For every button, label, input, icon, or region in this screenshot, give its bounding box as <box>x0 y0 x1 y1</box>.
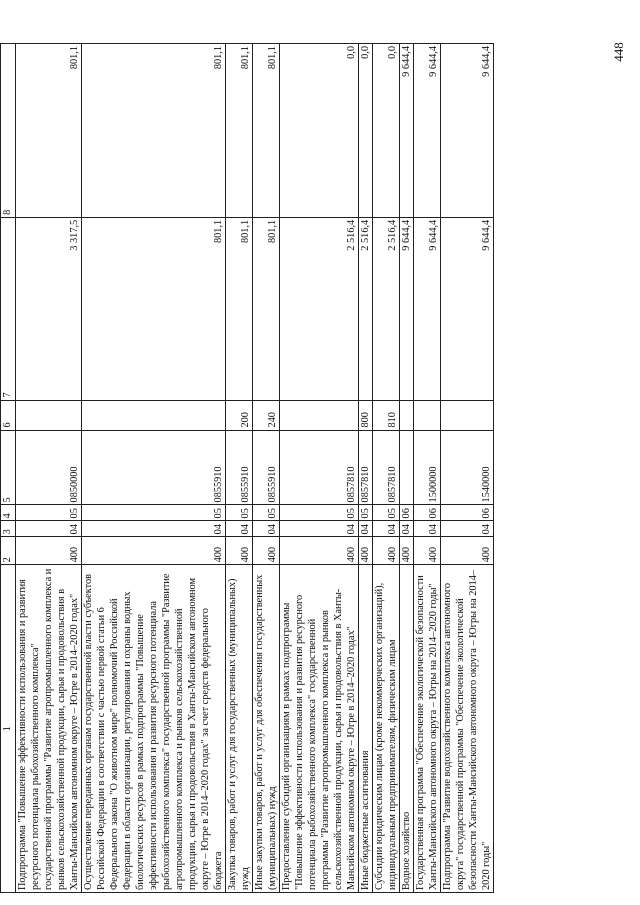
row-amount-year1: 9 644,4 <box>414 217 441 400</box>
row-amount-year1: 801,1 <box>82 217 226 400</box>
row-target-code: 0855910 <box>82 430 226 505</box>
header-cell: 3 <box>1 521 16 537</box>
row-description: Иные бюджетные ассигнования <box>359 565 373 893</box>
row-section: 04 <box>441 521 494 537</box>
table-row <box>253 44 280 893</box>
row-target-code: 1540000 <box>441 430 494 505</box>
header-cell: 5 <box>1 430 16 505</box>
row-amount-year2: 0,0 <box>359 44 373 218</box>
table-row <box>82 44 226 893</box>
row-amount-year1: 801,1 <box>226 217 253 400</box>
row-amount-year2: 0,0 <box>280 44 359 218</box>
row-amount-year2: 9 644,4 <box>414 44 441 218</box>
row-admin-code: 400 <box>414 537 441 565</box>
row-amount-year2: 0,0 <box>373 44 400 218</box>
row-admin-code: 400 <box>253 537 280 565</box>
row-expense-type <box>16 400 82 430</box>
row-description: Иные закупки товаров, работ и услуг для обеспечения государственных (муниципальных) нужд <box>253 565 280 893</box>
row-target-code: 0855910 <box>226 430 253 505</box>
row-amount-year2: 801,1 <box>253 44 280 218</box>
row-subsection: 05 <box>82 505 226 521</box>
header-cell: 4 <box>1 505 16 521</box>
row-section: 04 <box>400 521 414 537</box>
header-cell: 1 <box>1 565 16 893</box>
row-amount-year2: 9 644,4 <box>441 44 494 218</box>
table-row <box>441 44 494 893</box>
header-cell: 8 <box>1 44 16 218</box>
table-row <box>280 44 359 893</box>
row-amount-year2: 801,1 <box>16 44 82 218</box>
row-section: 04 <box>373 521 400 537</box>
table-row <box>359 44 373 893</box>
table-row <box>414 44 441 893</box>
row-section: 04 <box>226 521 253 537</box>
row-section: 04 <box>82 521 226 537</box>
row-admin-code: 400 <box>441 537 494 565</box>
budget-table <box>0 43 494 893</box>
page-number: 448 <box>611 42 626 62</box>
table-header-row <box>1 44 16 893</box>
row-description: Государственная программа "Обеспечение экологической безопасности Ханты-Мансийского автономного округа – Югры на 2014–2020 годы" <box>414 565 441 893</box>
row-description: Подпрограмма "Развитие водохозяйственного комплекса автономного округа" государственной программы "Обеспечение экологической безопасности Ханты-Мансийского автономного округа – Югры на 2014–2020 годы" <box>441 565 494 893</box>
row-subsection: 05 <box>280 505 359 521</box>
row-target-code: 0857810 <box>373 430 400 505</box>
row-expense-type <box>441 400 494 430</box>
row-amount-year2: 801,1 <box>226 44 253 218</box>
row-section: 04 <box>280 521 359 537</box>
row-amount-year1: 3 317,5 <box>16 217 82 400</box>
rotated-page <box>0 43 640 893</box>
row-section: 04 <box>359 521 373 537</box>
row-description: Предоставление субсидий организациям в рамках подпрограммы "Повышение эффективности использования и развития ресурсного потенциала рыбохозяйственного комплекса" государственной программы "Развитие агропромышленного комплекса и рынков сельскохозяйственной продукции, сырья и продовольствия в Ханты-Мансийском автономном округе – Югре в 2014–2020 годах" <box>280 565 359 893</box>
row-target-code: 0857810 <box>280 430 359 505</box>
row-amount-year1: 801,1 <box>253 217 280 400</box>
row-admin-code: 400 <box>373 537 400 565</box>
table-row <box>373 44 400 893</box>
row-target-code: 1500000 <box>414 430 441 505</box>
row-section: 04 <box>16 521 82 537</box>
row-admin-code: 400 <box>82 537 226 565</box>
row-target-code <box>400 430 414 505</box>
row-subsection: 05 <box>226 505 253 521</box>
row-admin-code: 400 <box>280 537 359 565</box>
row-subsection: 06 <box>441 505 494 521</box>
row-expense-type <box>280 400 359 430</box>
row-subsection: 06 <box>400 505 414 521</box>
row-admin-code: 400 <box>16 537 82 565</box>
row-target-code: 0850000 <box>16 430 82 505</box>
row-target-code: 0855910 <box>253 430 280 505</box>
row-description: Закупка товаров, работ и услуг для государственных (муниципальных) нужд <box>226 565 253 893</box>
row-admin-code: 400 <box>359 537 373 565</box>
table-row <box>226 44 253 893</box>
row-description: Подпрограмма "Повышение эффективности использования и развития ресурсного потенциала рыбохозяйственного комплекса" государственной программы "Развитие агропромышленного комплекса и рынков сельскохозяйственной продукции, сырья и продовольствия в Ханты-Мансийском автономном округе – Югре в 2014–2020 годах" <box>16 565 82 893</box>
header-cell: 2 <box>1 537 16 565</box>
row-section: 04 <box>414 521 441 537</box>
row-amount-year1: 9 644,4 <box>400 217 414 400</box>
row-subsection: 05 <box>253 505 280 521</box>
row-description: Субсидии юридическим лицам (кроме некоммерческих организаций), индивидуальным предпринимателям, физическим лицам <box>373 565 400 893</box>
header-cell: 6 <box>1 400 16 430</box>
row-section: 04 <box>253 521 280 537</box>
row-admin-code: 400 <box>400 537 414 565</box>
row-expense-type: 200 <box>226 400 253 430</box>
table-row <box>400 44 414 893</box>
row-expense-type <box>414 400 441 430</box>
row-amount-year1: 2 516,4 <box>373 217 400 400</box>
row-expense-type <box>82 400 226 430</box>
row-target-code: 0857810 <box>359 430 373 505</box>
table-row <box>16 44 82 893</box>
row-subsection: 05 <box>359 505 373 521</box>
row-amount-year2: 801,1 <box>82 44 226 218</box>
header-cell: 7 <box>1 217 16 400</box>
row-expense-type: 240 <box>253 400 280 430</box>
row-admin-code: 400 <box>226 537 253 565</box>
row-description: Осуществление переданных органам государственной власти субъектов Российской Федерации в соответствии с частью первой статьи 6 Федерального закона "О животном мире" полномочий Российской Федерации в области организации, регулирования и охраны водных биологических ресурсов в рамках подпрограммы "Повышение эффективности использования и развития ресурсного потенциала рыбохозяйственного комплекса" государственной программы "Развитие агропромышленного комплекса и рынков сельскохозяйственной продукции, сырья и продовольствия в Ханты-Мансийском автономном округе – Югре в 2014–2020 годах" за счет средств федерального бюджета <box>82 565 226 893</box>
row-amount-year1: 9 644,4 <box>441 217 494 400</box>
row-expense-type: 810 <box>373 400 400 430</box>
row-expense-type <box>400 400 414 430</box>
row-subsection: 05 <box>16 505 82 521</box>
row-description: Водное хозяйство <box>400 565 414 893</box>
row-subsection: 06 <box>414 505 441 521</box>
row-expense-type: 800 <box>359 400 373 430</box>
row-subsection: 05 <box>373 505 400 521</box>
row-amount-year1: 2 516,4 <box>359 217 373 400</box>
row-amount-year1: 2 516,4 <box>280 217 359 400</box>
row-amount-year2: 9 644,4 <box>400 44 414 218</box>
